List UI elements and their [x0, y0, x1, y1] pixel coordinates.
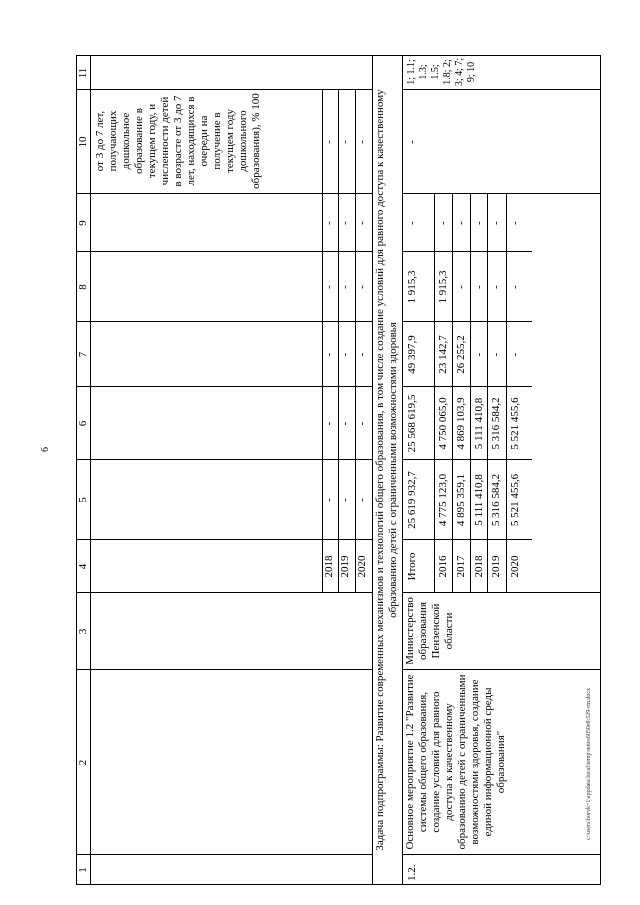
indicator-text: от 3 до 7 лет, получающих дошкольное образование в текущем году, и численности детей в возрасте от 3 до 7 лет, находящихся в очереди на получение в текущем году дошкольного образования), % 100: [94, 93, 262, 189]
c10-value: -: [406, 140, 418, 144]
col-num-7: 7: [77, 351, 89, 358]
fin-year: 2017: [455, 555, 467, 578]
fin-c9: -: [473, 221, 485, 225]
col-num-6: 6: [77, 420, 89, 427]
fin-c5: 25 619 932,7: [406, 471, 418, 529]
fin-c6: 5 111 410,8: [473, 397, 485, 450]
section-heading: Задача подпрограммы: Развитие современных механизмов и технологий общего образования, в том числе создание условий для равного доступа к качественному образованию детей с ограниченными возможностями здоровья: [374, 89, 399, 851]
upper-c10: -: [323, 140, 335, 144]
fin-c5: 5 521 455,6: [509, 473, 521, 527]
c11-value: 1; 1.1; 1.3; 1.5; 1.8; 2; 3; 4; 7; 9; 10: [406, 57, 477, 87]
col-num-2: 2: [77, 759, 89, 766]
col-num-8: 8: [77, 284, 89, 290]
upper-c7: -: [323, 352, 335, 357]
fin-c8: -: [455, 285, 467, 289]
fin-year: 2018: [473, 555, 485, 578]
upper-year: 2019: [339, 555, 351, 578]
executor: Министерство образования Пензенской области: [404, 597, 455, 665]
upper-c9: -: [323, 221, 335, 225]
fin-c7: 23 142,7: [437, 335, 449, 374]
fin-c8: -: [509, 285, 521, 289]
upper-year: 2020: [356, 555, 368, 578]
upper-c6: -: [323, 421, 335, 426]
fin-c9: -: [455, 221, 467, 225]
fin-year: 2016: [437, 555, 449, 578]
upper-c9: -: [356, 221, 368, 225]
upper-c10: -: [356, 140, 368, 144]
fin-c5: 5 111 410,8: [473, 474, 485, 526]
fin-c8: -: [473, 285, 485, 289]
upper-c9: -: [339, 221, 351, 225]
fin-c5: 4 775 123,0: [437, 473, 449, 527]
fin-c9: -: [509, 221, 521, 225]
upper-c6: -: [356, 421, 368, 426]
fin-c7: 26 255,2: [455, 335, 467, 374]
upper-c5: -: [323, 498, 335, 502]
fin-c6: 4 750 065,0: [437, 397, 449, 450]
upper-c8: -: [339, 285, 351, 289]
upper-c5: -: [356, 498, 368, 502]
fin-c9: -: [406, 221, 418, 225]
upper-c8: -: [323, 285, 335, 289]
footer-file-path: c:\users\borvk~1\appdata\local\temp\notes6050e8\529-rm.docx: [586, 687, 592, 840]
fin-c5: 4 895 359,1: [455, 473, 467, 527]
upper-c10: -: [339, 140, 351, 144]
upper-c8: -: [356, 285, 368, 289]
fin-c7: -: [490, 352, 502, 357]
fin-c9: -: [437, 221, 449, 225]
rotated-table: [76, 55, 601, 885]
fin-c8: 1 915,3: [406, 270, 418, 304]
activity-name: Основное мероприятие 1.2 "Развитие системы общего образования, создание условий для равного доступа к качественному образованию детей с ограниченными возможностями здоровья, создание единой информационной среды образования": [404, 674, 507, 850]
col-num-4: 4: [77, 563, 89, 570]
fin-c5: 5 316 584,2: [490, 473, 502, 527]
fin-c8: -: [490, 285, 502, 289]
row-number: 1.2.: [406, 864, 418, 881]
upper-c7: -: [339, 352, 351, 357]
fin-c6: 5 316 584,2: [490, 397, 502, 450]
col-num-9: 9: [77, 220, 89, 226]
col-num-3: 3: [77, 628, 89, 635]
col-num-10: 10: [77, 136, 89, 148]
upper-c7: -: [356, 352, 368, 357]
fin-year: 2019: [490, 555, 502, 578]
fin-c9: -: [490, 221, 502, 225]
fin-c6: 5 521 455,6: [509, 397, 521, 450]
col-num-5: 5: [77, 497, 89, 503]
upper-c6: -: [339, 421, 351, 426]
fin-year: 2020: [509, 555, 521, 578]
fin-c6: 25 568 619,5: [406, 394, 418, 453]
fin-year: Итого: [406, 552, 418, 581]
col-num-1: 1: [77, 867, 89, 873]
fin-c7: -: [509, 352, 521, 357]
page-number: 6: [40, 447, 51, 452]
fin-c6: 4 869 103,9: [455, 397, 467, 450]
col-num-11: 11: [77, 67, 89, 79]
upper-year: 2018: [323, 555, 335, 578]
fin-c7: -: [473, 352, 485, 357]
upper-c5: -: [339, 498, 351, 502]
fin-c7: 49 397,9: [406, 335, 418, 374]
fin-c8: 1 915,3: [437, 270, 449, 304]
